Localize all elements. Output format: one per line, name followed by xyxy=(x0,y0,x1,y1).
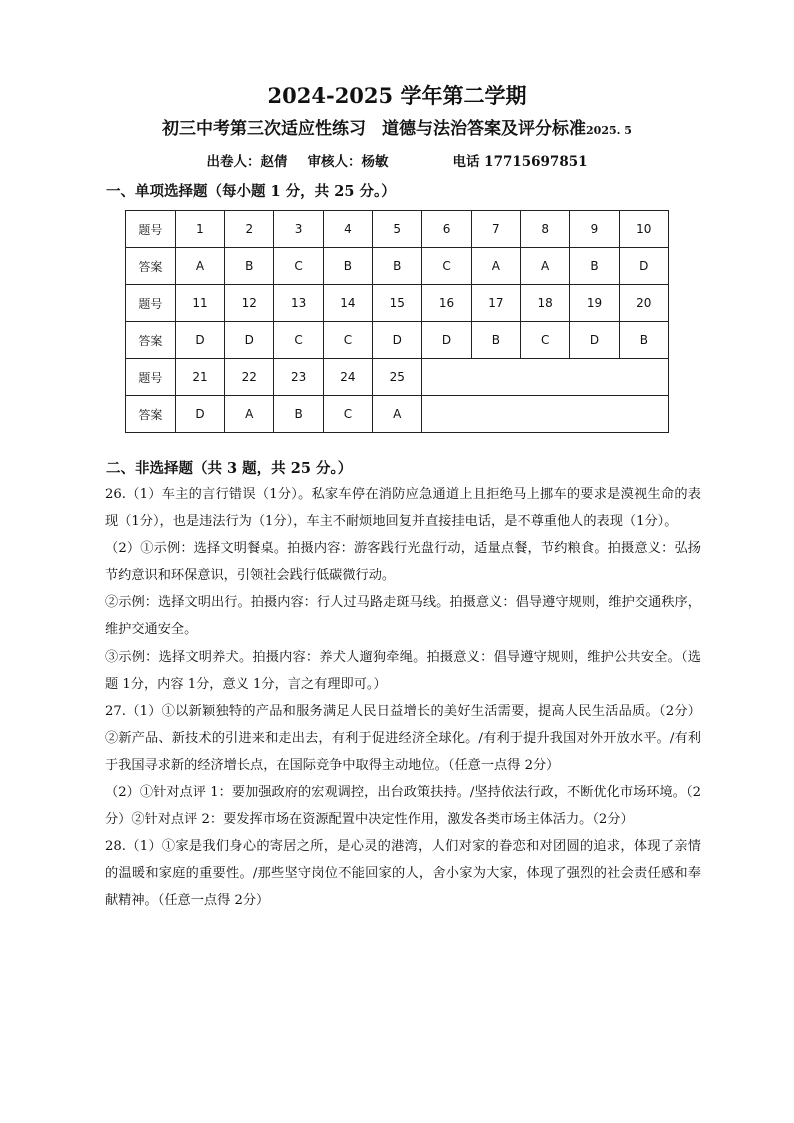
reviewer-name: 审核人：杨敏 xyxy=(307,154,389,170)
table-cell: 23 xyxy=(274,359,323,396)
table-cell: 12 xyxy=(225,285,274,322)
table-cell: B xyxy=(373,248,422,285)
answer-body xyxy=(105,481,701,915)
answer-paragraph: （2）①针对点评 1：要加强政府的宏观调控，出台政策扶持。/坚持依法行政，不断优化市场环境。（2分）②针对点评 2：要发挥市场在资源配置中决定性作用，激发各类市场主体活力。（2分） xyxy=(105,785,701,828)
table-cell: 6 xyxy=(422,211,471,248)
table-cell: A xyxy=(373,396,422,433)
table-cell: D xyxy=(175,396,224,433)
table-cell: 25 xyxy=(373,359,422,396)
table-cell: C xyxy=(323,322,372,359)
question-label: 题号 xyxy=(126,359,176,396)
table-row xyxy=(126,322,669,359)
table-cell: D xyxy=(619,248,668,285)
table-cell: 8 xyxy=(520,211,569,248)
table-cell: 18 xyxy=(520,285,569,322)
table-row xyxy=(126,248,669,285)
table-cell: 9 xyxy=(570,211,619,248)
table-cell: D xyxy=(570,322,619,359)
table-cell: D xyxy=(373,322,422,359)
table-cell: 1 xyxy=(175,211,224,248)
answer-paragraph: ③示例：选择文明养犬。拍摄内容：养犬人遛狗牵绳。拍摄意义：倡导遵守规则，维护公共安全。（选题 1分，内容 1分，意义 1分，言之有理即可。） xyxy=(105,649,701,692)
page-subtitle xyxy=(0,114,794,139)
subject-answer-title: 道德与法治答案及评分标准 xyxy=(382,119,587,139)
table-cell: B xyxy=(471,322,520,359)
answer-label: 答案 xyxy=(126,396,176,433)
table-cell: B xyxy=(225,248,274,285)
table-cell: 17 xyxy=(471,285,520,322)
table-cell: A xyxy=(175,248,224,285)
table-cell: 5 xyxy=(373,211,422,248)
table-cell: 10 xyxy=(619,211,668,248)
answer-paragraph: （2）①示例：选择文明餐桌。拍摄内容：游客践行光盘行动，适量点餐，节约粮食。拍摄意义：弘扬节约意识和环保意识，引领社会践行低碳微行动。 xyxy=(105,541,701,584)
table-row xyxy=(126,285,669,322)
table-row xyxy=(126,211,669,248)
table-cell: B xyxy=(619,322,668,359)
table-cell: B xyxy=(323,248,372,285)
author-name: 出卷人：赵倩 xyxy=(206,154,288,170)
table-cell: B xyxy=(274,396,323,433)
table-cell: 21 xyxy=(175,359,224,396)
empty-cell xyxy=(422,396,669,433)
table-cell: 19 xyxy=(570,285,619,322)
answer-paragraph: 28.（1）①家是我们身心的寄居之所，是心灵的港湾，人们对家的眷恋和对团圆的追求，体现了亲情的温暖和家庭的重要性。/那些坚守岗位不能回家的人，舍小家为大家，体现了强烈的社会责任感和奉献精神。（任意一点得 2分） xyxy=(105,839,701,909)
answer-paragraph: 26.（1）车主的言行错误（1分）。私家车停在消防应急通道上且拒绝马上挪车的要求是漠视生命的表现（1分），也是违法行为（1分），车主不耐烦地回复并直接挂电话，是不尊重他人的表现（1分）。 xyxy=(105,487,701,530)
exam-name: 初三中考第三次适应性练习 xyxy=(162,119,367,139)
table-cell: 2 xyxy=(225,211,274,248)
table-cell: 14 xyxy=(323,285,372,322)
table-cell: C xyxy=(274,248,323,285)
exam-date: 2025. 5 xyxy=(586,124,632,137)
table-cell: C xyxy=(520,322,569,359)
table-cell: C xyxy=(323,396,372,433)
question-label: 题号 xyxy=(126,285,176,322)
page-title: 2024-2025 学年第二学期 xyxy=(267,83,527,108)
table-cell: 16 xyxy=(422,285,471,322)
answer-label: 答案 xyxy=(126,322,176,359)
table-cell: 11 xyxy=(175,285,224,322)
question-label: 题号 xyxy=(126,211,176,248)
table-cell: 3 xyxy=(274,211,323,248)
phone-number: 电话 17715697851 xyxy=(452,154,588,170)
table-cell: B xyxy=(570,248,619,285)
table-cell: C xyxy=(274,322,323,359)
table-cell: D xyxy=(225,322,274,359)
author-line xyxy=(0,150,794,170)
table-cell: 7 xyxy=(471,211,520,248)
answer-table xyxy=(125,210,669,433)
answer-label: 答案 xyxy=(126,248,176,285)
table-cell: 22 xyxy=(225,359,274,396)
table-cell: 13 xyxy=(274,285,323,322)
table-cell: 15 xyxy=(373,285,422,322)
table-cell: C xyxy=(422,248,471,285)
answer-paragraph: 27.（1）①以新颖独特的产品和服务满足人民日益增长的美好生活需要，提高人民生活品质。（2分）②新产品、新技术的引进来和走出去，有利于促进经济全球化。/有利于提升我国对外开放水平。/有利于我国寻求新的经济增长点，在国际竞争中取得主动地位。（任意一点得 2分） xyxy=(105,703,701,773)
table-cell: D xyxy=(422,322,471,359)
table-cell: A xyxy=(520,248,569,285)
section-heading-choice: 一、单项选择题（每小题 1 分，共 25 分。） xyxy=(106,183,396,200)
table-cell: 4 xyxy=(323,211,372,248)
answer-paragraph: ②示例：选择文明出行。拍摄内容：行人过马路走斑马线。拍摄意义：倡导遵守规则，维护交通秩序，维护交通安全。 xyxy=(105,595,701,638)
table-cell: 24 xyxy=(323,359,372,396)
table-cell: D xyxy=(175,322,224,359)
section-heading-open: 二、非选择题（共 3 题，共 25 分。） xyxy=(106,460,353,477)
table-cell: A xyxy=(225,396,274,433)
table-row xyxy=(126,359,669,396)
empty-cell xyxy=(422,359,669,396)
table-cell: 20 xyxy=(619,285,668,322)
table-row xyxy=(126,396,669,433)
table-cell: A xyxy=(471,248,520,285)
